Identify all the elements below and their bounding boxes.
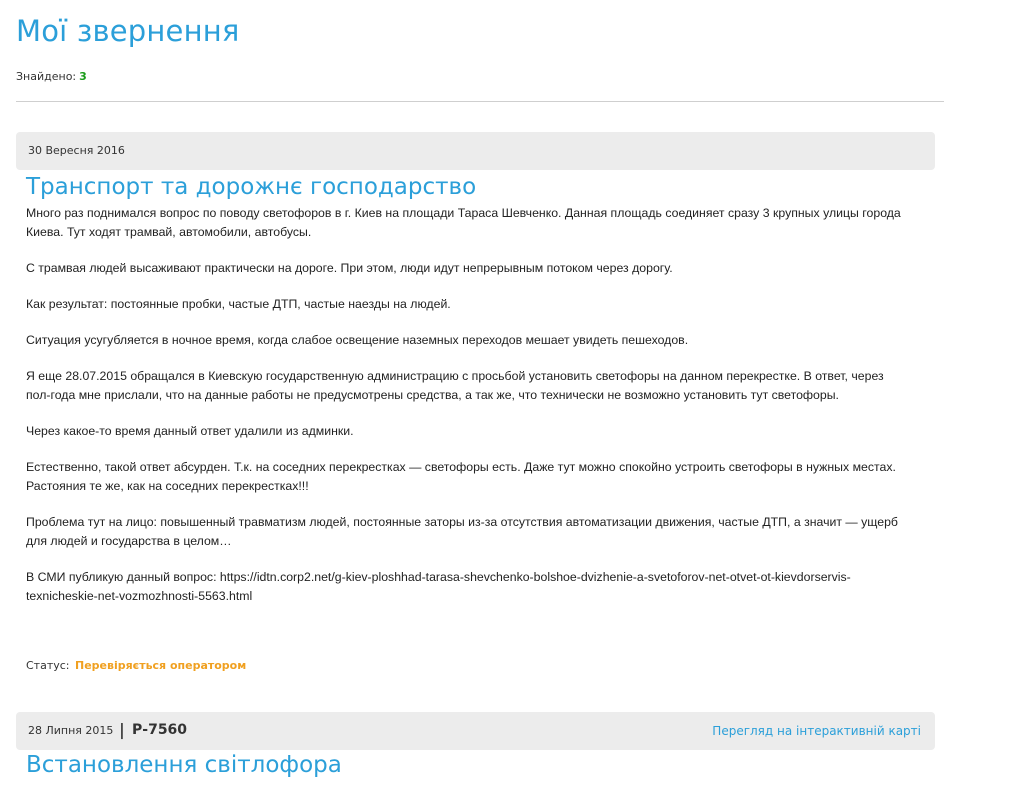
- appeal-body: [26, 204, 906, 623]
- appeal-paragraph: Я еще 28.07.2015 обращался в Киевскую государственную администрацию с просьбой установить светофоры на данном перекрестке. В ответ, через пол-года мне прислали, что на данные работы не предусмотрены средства, а так же, что технически не возможно установить тут светофоры.: [26, 369, 884, 402]
- status-label: Статус:: [26, 659, 70, 672]
- appeal-header: [16, 712, 935, 750]
- appeal-header: [16, 132, 935, 170]
- appeal-code: Р-7560: [132, 722, 188, 738]
- appeal-paragraph: Через какое-то время данный ответ удалили из админки.: [26, 424, 354, 438]
- found-count: 3: [79, 70, 87, 83]
- appeal-paragraph: С трамвая людей высаживают практически на дороге. При этом, люди идут непрерывным потоком через дорогу.: [26, 261, 673, 275]
- appeal-paragraph: Естественно, такой ответ абсурден. Т.к. на соседних перекрестках — светофоры есть. Даже тут можно спокойно устроить светофоры в нужных местах. Растояния те же, как на соседних перекрестках!!!: [26, 460, 896, 493]
- status-badge: Перевіряється оператором: [75, 659, 247, 672]
- appeal-title[interactable]: Встановлення світлофора: [26, 752, 342, 778]
- appeal-status: [26, 659, 246, 672]
- page-title: Мої звернення: [16, 14, 240, 48]
- appeal-card: [16, 132, 935, 672]
- divider: [16, 101, 944, 102]
- appeal-paragraph: Ситуация усугубляется в ночное время, когда слабое освещение наземных переходов мешает увидеть пешеходов.: [26, 333, 689, 347]
- appeal-title[interactable]: Транспорт та дорожнє господарство: [26, 174, 477, 200]
- appeal-card: [16, 712, 935, 778]
- appeal-paragraph: Проблема тут на лицо: повышенный травматизм людей, постоянные заторы из-за отсутствия автоматизации движения, частые ДТП, а значит — ущерб для людей и государства в целом…: [26, 515, 898, 548]
- found-label: Знайдено:: [16, 70, 77, 83]
- appeal-date: 28 Липня 2015: [28, 724, 114, 737]
- header-separator: |: [119, 720, 125, 739]
- results-count: [16, 70, 87, 83]
- appeal-paragraph: В СМИ публикую данный вопрос: https://idtn.corp2.net/g-kiev-ploshhad-tarasa-shevchenko-bolshoe-dvizhenie-a-svetoforov-net-otvet-ot-kievdorservis-texnicheskie-net-vozmozhnosti-5563.html: [26, 570, 851, 603]
- appeal-paragraph: Много раз поднимался вопрос по поводу светофоров в г. Киев на площади Тараса Шевченко. Данная площадь соединяет сразу 3 крупных улицы города Киева. Тут ходят трамвай, автомобили, автобусы.: [26, 206, 901, 239]
- interactive-map-link[interactable]: Перегляд на інтерактивній карті: [712, 724, 921, 738]
- appeal-paragraph: Как результат: постоянные пробки, частые ДТП, частые наезды на людей.: [26, 297, 451, 311]
- appeal-date: 30 Вересня 2016: [28, 144, 125, 157]
